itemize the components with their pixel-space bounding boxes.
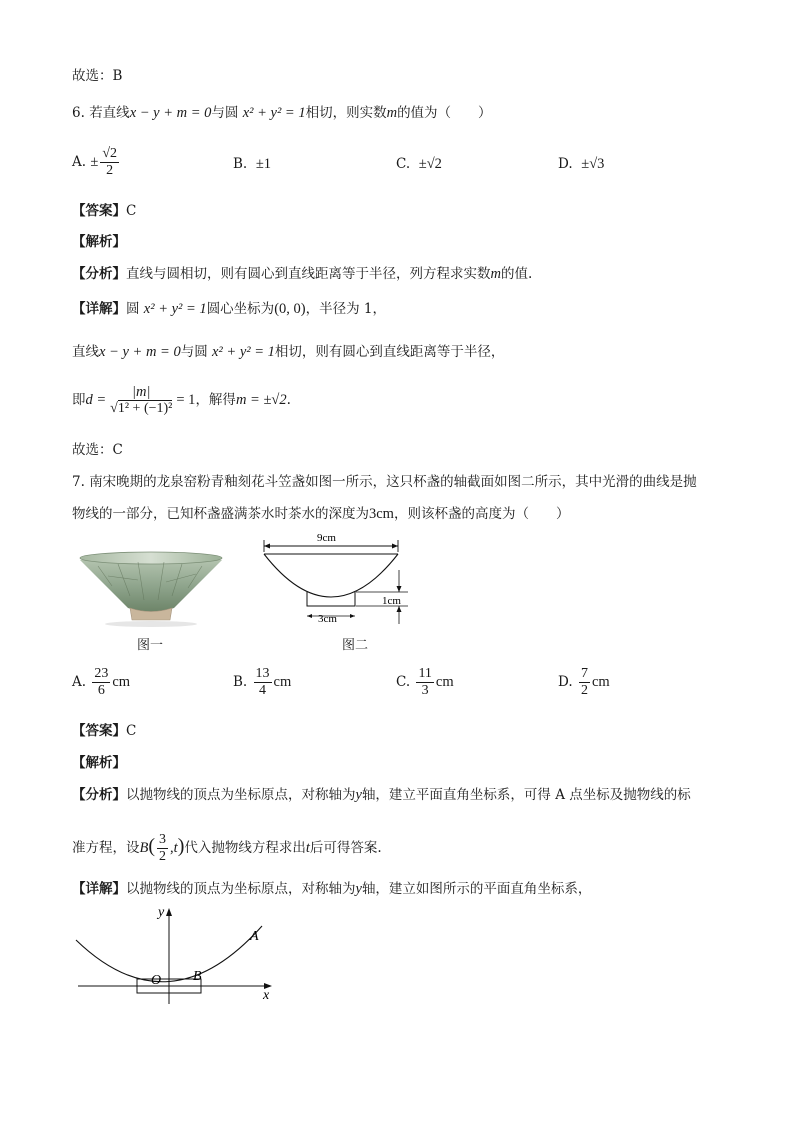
q7-stem-line2-val: 3cm: [369, 506, 394, 522]
fig2-base-label: 3cm: [318, 613, 337, 625]
q6-line-eq: x − y + m = 0: [129, 105, 212, 121]
q7-xj-a: 以抛物线的顶点为坐标原点，对称轴为: [126, 881, 356, 897]
q7-fenxi-l2-c: 后可得答案.: [309, 840, 382, 856]
q6-var-m: m: [386, 105, 398, 121]
q6-xj1-b: 圆心坐标为: [206, 301, 275, 317]
q6-option-b-label: B.: [233, 156, 248, 172]
fig2-caption: 图二: [342, 638, 369, 653]
q7-jiexi: [72, 753, 126, 773]
q7-fenxi-tag: 【分析】: [72, 787, 126, 803]
q6-xj3-den: 1² + (−1)²: [117, 401, 173, 416]
graph-a-label: A: [250, 929, 259, 944]
q7-answer-line: [72, 721, 136, 741]
q7-fenxi-comma: ,: [170, 840, 174, 856]
q6-xj3-d: d =: [85, 392, 107, 408]
q6-xj3-num: |m|: [132, 384, 151, 400]
q7-number: 7.: [72, 474, 85, 490]
q7-option-b-den: 4: [259, 683, 267, 698]
q6-stem-pre: 若直线: [89, 105, 130, 121]
q7-option-b-label: B.: [233, 674, 248, 690]
q7-fenxi-paren-close: ): [177, 835, 185, 857]
q7-fenxi-l2-a: 准方程，设: [72, 840, 140, 856]
q6-stem-mid: 与圆: [211, 105, 239, 121]
q6-answer-line: [72, 201, 136, 221]
q6-xj1-center: (0, 0): [274, 301, 306, 317]
q6-xj2-circle: x² + y² = 1: [212, 344, 275, 360]
graph-b-label: B: [193, 969, 202, 984]
fig2-height-label: 1cm: [382, 595, 401, 607]
q6-option-d-label: D.: [558, 156, 573, 172]
q6-fenxi-var: m: [490, 266, 501, 282]
q7-stem-line2-b: ，则该杯盏的高度为（ ）: [393, 506, 570, 522]
q6-xiangjie-2: [72, 342, 504, 362]
q7-option-d-unit: cm: [591, 674, 610, 690]
q7-option-d-den: 2: [580, 683, 588, 698]
q6-option-a-pm: ±: [90, 154, 99, 170]
q6-xiangjie-1: [72, 299, 386, 319]
bowl-photo: [78, 546, 224, 632]
q6-option-a-den: 2: [106, 163, 114, 178]
q7-option-b: [233, 666, 291, 699]
q6-xj3-b: ，解得: [195, 392, 236, 408]
q6-xiangjie-3: [72, 384, 291, 417]
q7-fenxi-l2-t: t: [173, 840, 178, 856]
q6-xj3-eq1: = 1: [176, 392, 196, 408]
q7-fenxi-1: [72, 785, 691, 805]
q6-xj1-a: 圆: [126, 301, 140, 317]
q7-fenxi-l1-a: 以抛物线的顶点为坐标原点，对称轴为: [126, 787, 356, 803]
q6-fenxi-end: 的值.: [500, 266, 533, 282]
q6-fenxi: [72, 264, 532, 284]
q7-option-c-frac: [416, 666, 433, 699]
q6-circle-eq: x² + y² = 1: [242, 105, 306, 121]
q7-option-c: [396, 666, 454, 699]
cross-section-diagram: [256, 530, 416, 630]
q6-fenxi-text: 直线与圆相切，则有圆心到直线距离等于半径，列方程求实数: [126, 266, 491, 282]
q7-xiangjie-tag: 【详解】: [72, 881, 126, 897]
q7-option-c-num: 11: [418, 666, 432, 681]
q7-option-b-unit: cm: [273, 674, 292, 690]
q6-fenxi-tag: 【分析】: [72, 266, 126, 282]
q6-option-c-text: ±√2: [418, 156, 442, 172]
q6-xiangjie-tag: 【详解】: [72, 301, 126, 317]
q7-stem-line1: 南宋晚期的龙泉窑粉青釉刻花斗笠盏如图一所示，这只杯盏的轴截面如图二所示，其中光滑的曲线是抛: [89, 474, 697, 490]
q7-xj-b: 轴，建立如图所示的平面直角坐标系，: [361, 881, 592, 897]
q7-xj-y: y: [355, 881, 362, 897]
q7-stem-1: [72, 472, 697, 492]
q6-number: 6.: [72, 105, 85, 121]
graph-y-label: y: [158, 905, 165, 920]
q6-jiexi: [72, 232, 126, 252]
q7-fenxi-2: [72, 832, 382, 865]
q6-xj3-res: m = ±√2: [235, 392, 287, 408]
q7-option-c-den: 3: [421, 683, 429, 698]
q7-fenxi-paren-open: (: [148, 835, 156, 857]
q6-answer: C: [126, 203, 137, 219]
q7-option-d-label: D.: [558, 674, 573, 690]
q7-option-a-den: 6: [97, 683, 105, 698]
fig1-caption: 图一: [137, 638, 164, 653]
graph-o-label: O: [151, 973, 162, 988]
q7-option-c-unit: cm: [435, 674, 454, 690]
q7-option-b-frac: [254, 666, 272, 699]
q7-jiexi-tag: 【解析】: [72, 755, 126, 771]
q7-fenxi-l2-t2: t: [305, 840, 310, 856]
q6-xj2-a: 直线: [72, 344, 99, 360]
q7-fenxi-frac: [157, 832, 168, 865]
q7-option-d-num: 7: [580, 666, 588, 681]
q6-xj3-frac: [108, 384, 174, 417]
q6-option-a-label: A.: [72, 154, 87, 170]
q7-fenxi-l1-y: y: [355, 787, 362, 803]
q6-option-b: [233, 156, 271, 173]
q7-fenxi-l2-b: 代入抛物线方程求出: [184, 840, 306, 856]
coordinate-graph: [72, 900, 292, 1010]
q7-option-a-frac: [92, 666, 110, 699]
q7-option-a: [72, 666, 130, 699]
q7-stem-2: [72, 504, 569, 524]
q6-xj3-den-wrap: √1² + (−1)²: [110, 401, 173, 416]
q6-jiexi-tag: 【解析】: [72, 234, 126, 250]
q7-option-b-num: 13: [255, 666, 270, 681]
q6-option-a-num: √2: [102, 146, 117, 161]
q6-option-c-label: C.: [396, 156, 411, 172]
q6-final: 故选：C: [72, 442, 123, 458]
q6-xj3-end: .: [286, 392, 291, 408]
q7-fenxi-l1-b: 轴，建立平面直角坐标系，可得 A 点坐标及抛物线的标: [361, 787, 691, 803]
q7-option-a-label: A.: [72, 674, 87, 690]
q7-stem-line2-a: 物线的一部分，已知杯盏盛满茶水时茶水的深度为: [72, 506, 369, 522]
q5-conclusion: 故选：B: [72, 68, 123, 84]
q7-option-a-num: 23: [94, 666, 109, 681]
q6-option-c: [396, 156, 442, 173]
q6-xj2-line: x − y + m = 0: [99, 344, 181, 360]
q6-option-d-text: ±√3: [581, 156, 605, 172]
q7-option-d-frac: [579, 666, 590, 699]
q6-xj1-eq: x² + y² = 1: [143, 301, 207, 317]
q7-answer-tag: 【答案】: [72, 723, 126, 739]
q6-stem: [72, 103, 492, 123]
q6-xj3-a: 即: [72, 392, 86, 408]
fig2-top-label: 9cm: [317, 532, 336, 544]
q6-stem-post: 相切，则实数: [305, 105, 387, 121]
q6-xj2-c: 相切，则有圆心到直线距离等于半径，: [274, 344, 505, 360]
q7-option-a-unit: cm: [112, 674, 131, 690]
q7-answer: C: [126, 723, 137, 739]
q7-fenxi-l2-B: B: [139, 840, 149, 856]
graph-x-label: x: [263, 988, 270, 1003]
q7-xiangjie: [72, 879, 591, 899]
q6-option-a-frac: [100, 146, 119, 179]
q6-stem-end: 的值为（ ）: [397, 105, 492, 121]
q6-xj2-b: 与圆: [180, 344, 208, 360]
q7-option-c-label: C.: [396, 674, 411, 690]
q6-option-a: [72, 146, 121, 179]
q7-fenxi-l2-num: 3: [159, 832, 167, 847]
q7-fenxi-l2-den: 2: [159, 849, 167, 864]
q6-answer-tag: 【答案】: [72, 203, 126, 219]
q7-option-d: [558, 666, 610, 699]
q6-option-b-text: ±1: [255, 156, 272, 172]
q6-xj1-c: ，半径为 1，: [305, 301, 386, 317]
q6-option-d: [558, 156, 604, 173]
